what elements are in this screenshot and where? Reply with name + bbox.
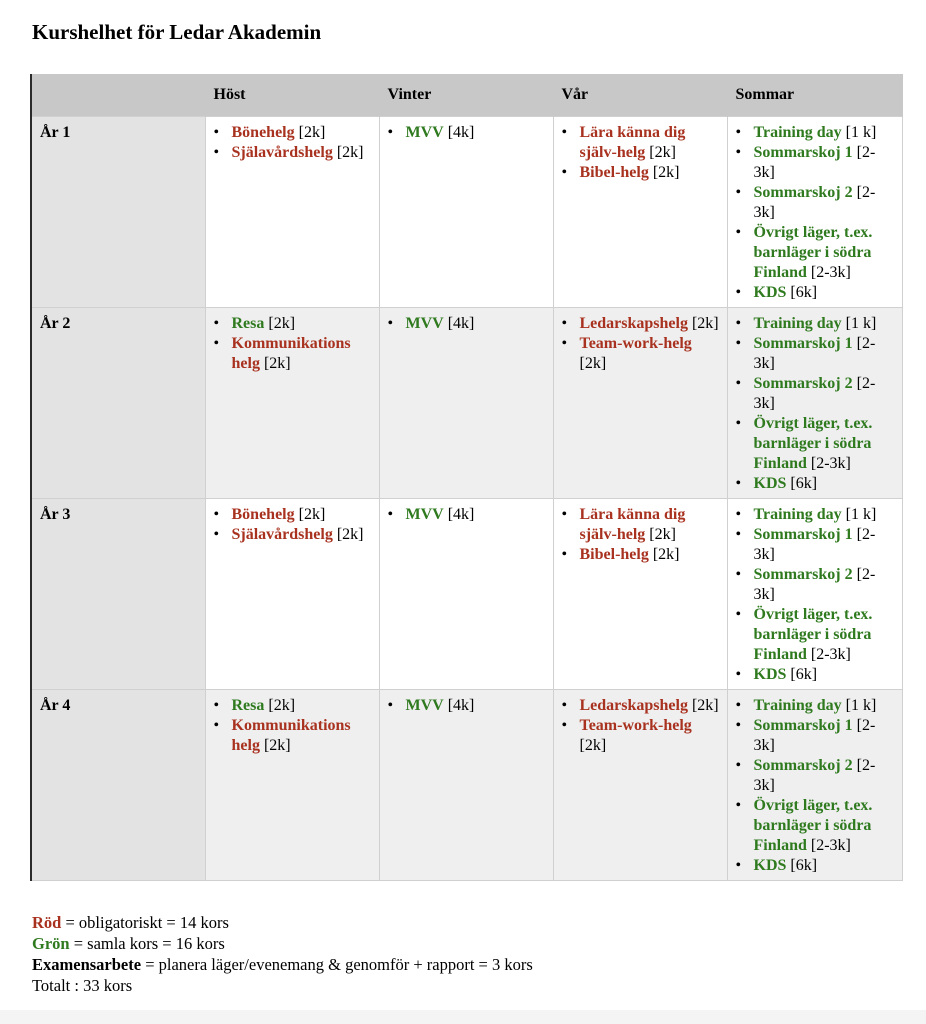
- legend-term: Röd: [32, 913, 62, 932]
- course-list: [212, 505, 373, 545]
- course-list: [212, 123, 373, 163]
- season-cell: [379, 117, 553, 308]
- course-cost: [2k]: [268, 315, 296, 332]
- course-name: Bibel-helg: [579, 164, 649, 181]
- list-item: [750, 474, 896, 494]
- course-cost: [2-3k]: [753, 566, 876, 603]
- course-name: Övrigt läger, t.ex. barnläger i södra Finland: [753, 606, 873, 663]
- course-cost: [1 k]: [845, 506, 877, 523]
- course-name: Sommarskoj 2: [753, 757, 853, 774]
- course-list: [560, 505, 721, 565]
- course-cost: [2k]: [263, 355, 291, 372]
- list-item: [750, 283, 896, 303]
- course-list: [560, 696, 721, 756]
- course-name: KDS: [753, 475, 787, 492]
- course-name: Övrigt läger, t.ex. barnläger i södra Finland: [753, 797, 873, 854]
- course-name: Training day: [753, 315, 842, 332]
- course-list: [386, 505, 547, 525]
- course-table: [30, 74, 903, 881]
- course-name: Sommarskoj 2: [753, 184, 853, 201]
- course-list: [386, 314, 547, 334]
- legend-line: [32, 954, 533, 975]
- course-name: Bönehelg: [231, 124, 295, 141]
- list-item: [750, 414, 896, 474]
- season-cell: [727, 117, 902, 308]
- list-item: [228, 716, 373, 756]
- course-cost: [2-3k]: [810, 646, 851, 663]
- course-cost: [2-3k]: [753, 526, 876, 563]
- bottom-bar: [0, 1010, 926, 1024]
- course-cost: [2-3k]: [753, 717, 876, 754]
- course-name: Sommarskoj 2: [753, 375, 853, 392]
- course-cost: [4k]: [447, 124, 475, 141]
- season-cell: [205, 308, 379, 499]
- course-cost: [2-3k]: [753, 144, 876, 181]
- table-row: [31, 117, 902, 308]
- course-cost: [2-3k]: [753, 335, 876, 372]
- course-list: [386, 123, 547, 143]
- season-cell: [727, 690, 902, 881]
- legend-term: Grön: [32, 934, 70, 953]
- course-name: KDS: [753, 857, 787, 874]
- course-name: Kommunikations helg: [231, 335, 351, 372]
- course-cost: [2-3k]: [810, 455, 851, 472]
- year-label: År 4: [31, 690, 205, 881]
- course-cost: [1 k]: [845, 697, 877, 714]
- course-name: Sommarskoj 2: [753, 566, 853, 583]
- header-sommar: Sommar: [727, 74, 902, 117]
- legend-text: = planera läger/evenemang & genomför + rapport = 3 kors: [141, 955, 533, 974]
- course-cost: [2k]: [579, 355, 607, 372]
- legend-line: [32, 975, 533, 996]
- course-name: Lära känna dig själv-helg: [579, 124, 686, 161]
- season-cell: [379, 308, 553, 499]
- course-list: [734, 123, 896, 303]
- season-cell: [553, 117, 727, 308]
- header-host: Höst: [205, 74, 379, 117]
- list-item: [750, 756, 896, 796]
- course-cost: [2-3k]: [753, 184, 876, 221]
- course-name: Resa: [231, 697, 265, 714]
- season-cell: [205, 690, 379, 881]
- season-cell: [553, 690, 727, 881]
- year-label: År 1: [31, 117, 205, 308]
- list-item: [576, 163, 721, 183]
- course-name: Sommarskoj 1: [753, 144, 853, 161]
- list-item: [750, 183, 896, 223]
- course-list: [212, 696, 373, 756]
- course-name: KDS: [753, 284, 787, 301]
- list-item: [750, 123, 896, 143]
- course-name: Bibel-helg: [579, 546, 649, 563]
- list-item: [750, 374, 896, 414]
- list-item: [750, 223, 896, 283]
- course-cost: [4k]: [447, 506, 475, 523]
- list-item: [228, 123, 373, 143]
- page-title: Kurshelhet för Ledar Akademin: [32, 20, 322, 44]
- legend-text: = obligatoriskt = 14 kors: [61, 913, 229, 932]
- list-item: [750, 665, 896, 685]
- course-name: Själavårdshelg: [231, 144, 333, 161]
- season-cell: [379, 499, 553, 690]
- course-name: Ledarskapshelg: [579, 315, 688, 332]
- course-name: KDS: [753, 666, 787, 683]
- course-name: Ledarskapshelg: [579, 697, 688, 714]
- list-item: [750, 334, 896, 374]
- course-name: Resa: [231, 315, 265, 332]
- course-name: MVV: [405, 124, 444, 141]
- table-header-row: [31, 74, 902, 117]
- year-label: År 2: [31, 308, 205, 499]
- legend-term: Examensarbete: [32, 955, 142, 974]
- course-cost: [2-3k]: [810, 837, 851, 854]
- course-cost: [2-3k]: [753, 757, 876, 794]
- list-item: [750, 505, 896, 525]
- course-list: [212, 314, 373, 374]
- course-name: Team-work-helg: [579, 717, 692, 734]
- course-cost: [2k]: [691, 315, 719, 332]
- list-item: [228, 696, 373, 716]
- course-name: Övrigt läger, t.ex. barnläger i södra Finland: [753, 224, 873, 281]
- course-cost: [2k]: [268, 697, 296, 714]
- course-cost: [2k]: [649, 144, 676, 161]
- season-cell: [727, 308, 902, 499]
- course-list: [386, 696, 547, 716]
- course-list: [560, 314, 721, 374]
- course-cost: [4k]: [447, 697, 475, 714]
- course-list: [734, 505, 896, 685]
- course-name: Kommunikations helg: [231, 717, 351, 754]
- course-cost: [1 k]: [845, 315, 877, 332]
- season-cell: [205, 499, 379, 690]
- course-cost: [2k]: [336, 526, 364, 543]
- table-row: [31, 690, 902, 881]
- course-list: [734, 314, 896, 494]
- list-item: [750, 796, 896, 856]
- list-item: [576, 314, 721, 334]
- header-year: [31, 74, 205, 117]
- list-item: [228, 334, 373, 374]
- course-name: Övrigt läger, t.ex. barnläger i södra Finland: [753, 415, 873, 472]
- legend-line: [32, 912, 533, 933]
- course-name: Bönehelg: [231, 506, 295, 523]
- course-cost: [4k]: [447, 315, 475, 332]
- course-name: Själavårdshelg: [231, 526, 333, 543]
- list-item: [402, 314, 547, 334]
- course-cost: [2k]: [298, 124, 326, 141]
- course-name: MVV: [405, 697, 444, 714]
- list-item: [576, 334, 721, 374]
- course-cost: [6k]: [790, 475, 818, 492]
- course-cost: [2k]: [263, 737, 291, 754]
- list-item: [750, 716, 896, 756]
- course-name: Training day: [753, 124, 842, 141]
- list-item: [750, 605, 896, 665]
- list-item: [750, 696, 896, 716]
- course-cost: [2k]: [336, 144, 364, 161]
- course-name: Sommarskoj 1: [753, 717, 853, 734]
- year-label: År 3: [31, 499, 205, 690]
- course-name: MVV: [405, 315, 444, 332]
- season-cell: [205, 117, 379, 308]
- table-row: [31, 308, 902, 499]
- course-cost: [2k]: [691, 697, 719, 714]
- table-body: [31, 117, 902, 881]
- course-cost: [2k]: [649, 526, 676, 543]
- list-item: [402, 505, 547, 525]
- course-name: MVV: [405, 506, 444, 523]
- list-item: [402, 123, 547, 143]
- course-name: Training day: [753, 697, 842, 714]
- season-cell: [553, 308, 727, 499]
- list-item: [402, 696, 547, 716]
- course-cost: [6k]: [790, 666, 818, 683]
- list-item: [750, 525, 896, 565]
- list-item: [576, 696, 721, 716]
- list-item: [576, 123, 721, 163]
- course-cost: [2-3k]: [753, 375, 876, 412]
- legend: [32, 912, 533, 996]
- course-list: [560, 123, 721, 183]
- course-name: Lära känna dig själv-helg: [579, 506, 686, 543]
- list-item: [228, 525, 373, 545]
- list-item: [576, 545, 721, 565]
- course-cost: [6k]: [790, 857, 818, 874]
- list-item: [750, 856, 896, 876]
- course-cost: [2k]: [579, 737, 607, 754]
- legend-text: = samla kors = 16 kors: [69, 934, 225, 953]
- course-list: [734, 696, 896, 876]
- season-cell: [553, 499, 727, 690]
- list-item: [750, 143, 896, 183]
- list-item: [228, 143, 373, 163]
- course-cost: [2k]: [652, 546, 680, 563]
- season-cell: [727, 499, 902, 690]
- list-item: [750, 314, 896, 334]
- list-item: [750, 565, 896, 605]
- course-cost: [6k]: [790, 284, 818, 301]
- list-item: [228, 314, 373, 334]
- course-name: Team-work-helg: [579, 335, 692, 352]
- course-name: Training day: [753, 506, 842, 523]
- legend-text: Totalt : 33 kors: [32, 976, 133, 995]
- course-cost: [2-3k]: [810, 264, 851, 281]
- list-item: [228, 505, 373, 525]
- table-row: [31, 499, 902, 690]
- course-name: Sommarskoj 1: [753, 335, 853, 352]
- course-cost: [2k]: [298, 506, 326, 523]
- header-var: Vår: [553, 74, 727, 117]
- list-item: [576, 716, 721, 756]
- list-item: [576, 505, 721, 545]
- legend-line: [32, 933, 533, 954]
- course-cost: [1 k]: [845, 124, 877, 141]
- course-cost: [2k]: [652, 164, 680, 181]
- header-vinter: Vinter: [379, 74, 553, 117]
- course-name: Sommarskoj 1: [753, 526, 853, 543]
- season-cell: [379, 690, 553, 881]
